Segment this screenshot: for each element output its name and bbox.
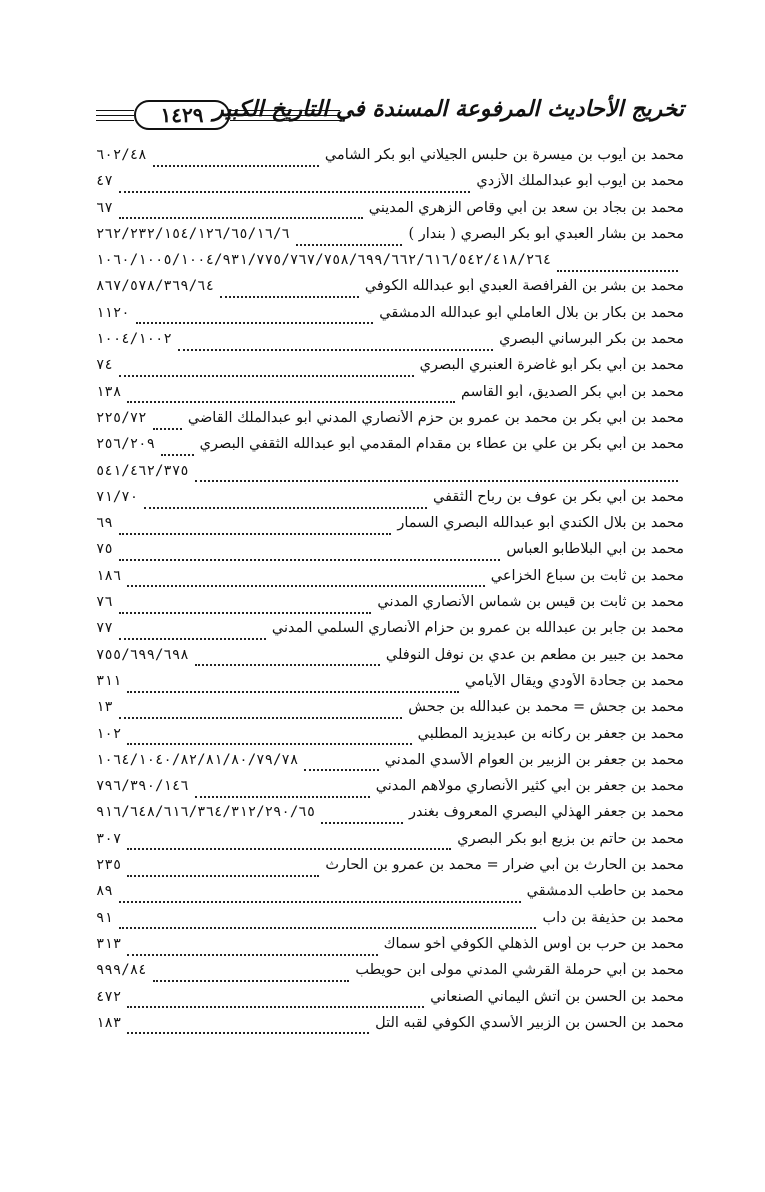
dot-leader [127, 732, 411, 745]
page-header [96, 96, 684, 142]
entry-page-refs: ٩١٦/٦٤٨/٦١٦/٣٦٤/٣١٢/٢٩٠/٦٥ [96, 804, 316, 821]
index-entry [96, 936, 684, 962]
page-number: ١٤٢٩ [160, 103, 204, 127]
index-entry [96, 804, 684, 830]
dot-leader [127, 864, 319, 877]
index-entry [96, 568, 684, 594]
dot-leader [127, 943, 377, 956]
index-entries [96, 147, 684, 1041]
dot-leader [119, 522, 392, 535]
dot-leader [119, 180, 471, 193]
entry-name: محمد بن بكر البرساني البصري [499, 331, 684, 348]
dot-leader [195, 469, 678, 482]
entry-page-refs: ١٣ [96, 699, 113, 716]
entry-page-refs: ٣١٣ [96, 935, 122, 952]
entry-page-refs: ٧٤ [96, 357, 113, 374]
entry-name: محمد بن ثابت بن قيس بن شماس الأنصاري المدني [377, 594, 684, 611]
entry-name: محمد بن جعفر بن ركانه بن عبديزيد المطلبي [417, 725, 684, 742]
entry-page-refs: ٧٧ [96, 620, 113, 637]
entry-page-refs: ٣٠٧ [96, 830, 122, 847]
index-entry [96, 541, 684, 567]
dot-leader [119, 916, 537, 929]
index-entry [96, 147, 684, 173]
index-entry [96, 1015, 684, 1041]
entry-name: محمد بن أبي حرملة القرشي المدني مولى ابن حويطب [355, 962, 684, 979]
entry-name: محمد بن بجاد بن سعد بن أبي وقاص الزهري المديني [368, 199, 684, 216]
index-entry [96, 752, 684, 778]
dot-leader [119, 706, 402, 719]
entry-page-refs: ٨٩ [96, 883, 113, 900]
dot-leader [296, 233, 403, 246]
dot-leader [127, 837, 451, 850]
entry-page-refs: ٩٩٩/٨٤ [96, 962, 147, 979]
entry-name: محمد بن بشار العبدي أبو بكر البصري ( بندار ) [408, 225, 684, 242]
index-entry [96, 226, 684, 252]
dot-leader [136, 311, 374, 324]
index-entry [96, 278, 684, 304]
entry-name: محمد بن بشر بن الفرافصة العبدي أبو عبدالله الكوفي [364, 278, 684, 295]
entry-page-refs: ١٠٢ [96, 725, 122, 742]
index-entry [96, 726, 684, 752]
entry-page-refs: ٧٩٦/٣٩٠/١٤٦ [96, 778, 189, 795]
dot-leader [119, 206, 363, 219]
entry-page-refs: ٨٦٧/٥٧٨/٣٦٩/٦٤ [96, 278, 215, 295]
header-rule [96, 110, 134, 111]
index-entry [96, 699, 684, 725]
entry-page-refs: ٦٩ [96, 515, 113, 532]
header-rule [96, 115, 134, 116]
index-entry [96, 989, 684, 1015]
entry-name: محمد بن جعفر بن أبي كثير الأنصاري مولاهم المدني [375, 778, 684, 795]
entry-name: محمد بن الحسن بن آتش اليماني الصنعاني [430, 988, 684, 1005]
entry-name: محمد بن حرب بن أوس الذهلي الكوفي أخو سماك [383, 935, 684, 952]
index-entry [96, 436, 684, 462]
entry-page-refs: ٢٥٦/٢٠٩ [96, 436, 156, 453]
dot-leader [119, 601, 372, 614]
entry-name: محمد بن ثابت بن سباع الخزاعي [490, 567, 684, 584]
entry-name: محمد بن أبي بكر بن عوف بن رباح الثقفي [433, 488, 684, 505]
index-entry [96, 357, 684, 383]
entry-page-refs: ٧٥ [96, 541, 113, 558]
index-entry-continuation [96, 463, 684, 489]
index-entry [96, 647, 684, 673]
index-entry [96, 305, 684, 331]
dot-leader [321, 811, 403, 824]
entry-page-refs: ٧٥٥/٦٩٩/٦٩٨ [96, 646, 189, 663]
index-entry [96, 910, 684, 936]
dot-leader [195, 653, 380, 666]
dot-leader [119, 548, 500, 561]
entry-page-refs: ١٨٣ [96, 1014, 122, 1031]
entry-page-refs: ٣١١ [96, 672, 122, 689]
entry-name: محمد بن أبي بكر أبو غاضرة العنبري البصري [419, 357, 684, 374]
entry-name: محمد بن حاطب الدمشقي [526, 883, 684, 900]
entry-page-refs: ١٠٦٤/١٠٤٠/٨٢/٨١/٨٠/٧٩/٧٨ [96, 751, 299, 768]
dot-leader [153, 154, 319, 167]
dot-leader [127, 680, 459, 693]
entry-name: محمد بن جبير بن مطعم بن عدي بن نوفل النوفلي [385, 646, 684, 663]
dot-leader [127, 1021, 369, 1034]
index-entry [96, 331, 684, 357]
running-title: تخريج الأحاديث المرفوعة المسندة في التاريخ الكبير [213, 96, 684, 122]
index-entry [96, 831, 684, 857]
entry-name: محمد بن أبي بكر بن علي بن عطاء بن مقدام المقدمي أبو عبدالله الثقفي البصري [199, 436, 684, 453]
index-entry [96, 857, 684, 883]
entry-name: محمد بن الحسن بن الزبير الأسدي الكوفي لقبه التل [375, 1014, 684, 1031]
index-entry [96, 515, 684, 541]
index-entry [96, 594, 684, 620]
dot-leader [119, 627, 266, 640]
entry-name: محمد بن حاتم بن بزيع أبو بكر البصري [457, 830, 684, 847]
entry-page-refs: ١٠٦٠/١٠٠٥/١٠٠٤/٩٣١/٧٧٥/٧٦٧/٧٥٨/٦٩٩/٦٦٢/٦١٦/٥٤٢/٤١٨/٢٦٤ [96, 252, 552, 269]
entry-name: محمد بن جابر بن عبدالله بن عمرو بن حزام الأنصاري السلمي المدني [271, 620, 684, 637]
index-entry [96, 384, 684, 410]
entry-name: محمد بن جحش = محمد بن عبدالله بن جحش [408, 699, 684, 716]
entry-page-refs: ٦٧ [96, 199, 113, 216]
dot-leader [304, 758, 378, 771]
dot-leader [220, 285, 359, 298]
entry-name: محمد بن جحادة الأودي ويقال الأيامي [464, 672, 684, 689]
index-entry [96, 673, 684, 699]
dot-leader [127, 995, 424, 1008]
entry-name: محمد بن جعفر الهذلي البصري المعروف بغندر [408, 804, 684, 821]
dot-leader [127, 390, 455, 403]
dot-leader [127, 574, 484, 587]
dot-leader [153, 969, 350, 982]
entry-name: محمد بن أبي بكر بن محمد بن عمرو بن حزم الأنصاري المدني أبو عبدالملك القاضي [187, 409, 684, 426]
entry-name: محمد بن بكار بن بلال العاملي أبو عبدالله الدمشقي [379, 304, 684, 321]
entry-name: محمد بن أبي البلاطابو العباس [506, 541, 684, 558]
index-entry [96, 489, 684, 515]
entry-page-refs: ٢٢٥/٧٢ [96, 409, 147, 426]
header-rule [96, 120, 134, 121]
entry-page-refs: ١٨٦ [96, 567, 122, 584]
entry-page-refs: ١١٢٠ [96, 304, 130, 321]
entry-name: محمد بن أيوب بن ميسرة بن حلبس الجيلاني أبو بكر الشامي [324, 147, 684, 163]
entry-name: محمد بن حذيفة بن داب [542, 909, 684, 926]
entry-name: محمد بن أبي بكر الصديق، أبو القاسم [460, 383, 684, 400]
entry-page-refs: ٢٣٥ [96, 857, 122, 874]
index-entry [96, 620, 684, 646]
entry-page-refs: ٧٦ [96, 594, 113, 611]
entry-page-refs: ٢٦٢/٢٣٢/١٥٤/١٢٦/٦٥/١٦/٦ [96, 225, 290, 242]
index-entry [96, 410, 684, 436]
index-entry [96, 778, 684, 804]
entry-page-refs: ٩١ [96, 909, 113, 926]
dot-leader [195, 785, 370, 798]
entry-page-refs: ١٠٠٤/١٠٠٢ [96, 331, 172, 348]
dot-leader [119, 364, 414, 377]
entry-name: محمد بن أيوب أبو عبدالملك الأزدي [476, 173, 684, 190]
entry-page-refs: ٥٤١/٤٦٢/٣٧٥ [96, 462, 189, 479]
entry-name: محمد بن جعفر بن الزبير بن العوام الأسدي المدني [384, 751, 684, 768]
index-entry [96, 962, 684, 988]
index-entry-continuation [96, 252, 684, 278]
index-entry [96, 200, 684, 226]
entry-page-refs: ٧١/٧٠ [96, 488, 139, 505]
entry-page-refs: ٤٧ [96, 173, 113, 190]
entry-page-refs: ٦٠٢/٤٨ [96, 147, 147, 163]
dot-leader [119, 890, 521, 903]
dot-leader [178, 338, 493, 351]
entry-name: محمد بن الحارث بن أبي ضرار = محمد بن عمرو بن الحارث [325, 857, 684, 874]
dot-leader [557, 259, 678, 272]
entry-page-refs: ٤٧٢ [96, 988, 122, 1005]
entry-page-refs: ١٣٨ [96, 383, 122, 400]
entry-name: محمد بن بلال الكندي أبو عبدالله البصري السمار [397, 515, 684, 532]
dot-leader [153, 417, 182, 430]
dot-leader [161, 443, 194, 456]
dot-leader [144, 496, 427, 509]
index-entry [96, 883, 684, 909]
index-entry [96, 173, 684, 199]
